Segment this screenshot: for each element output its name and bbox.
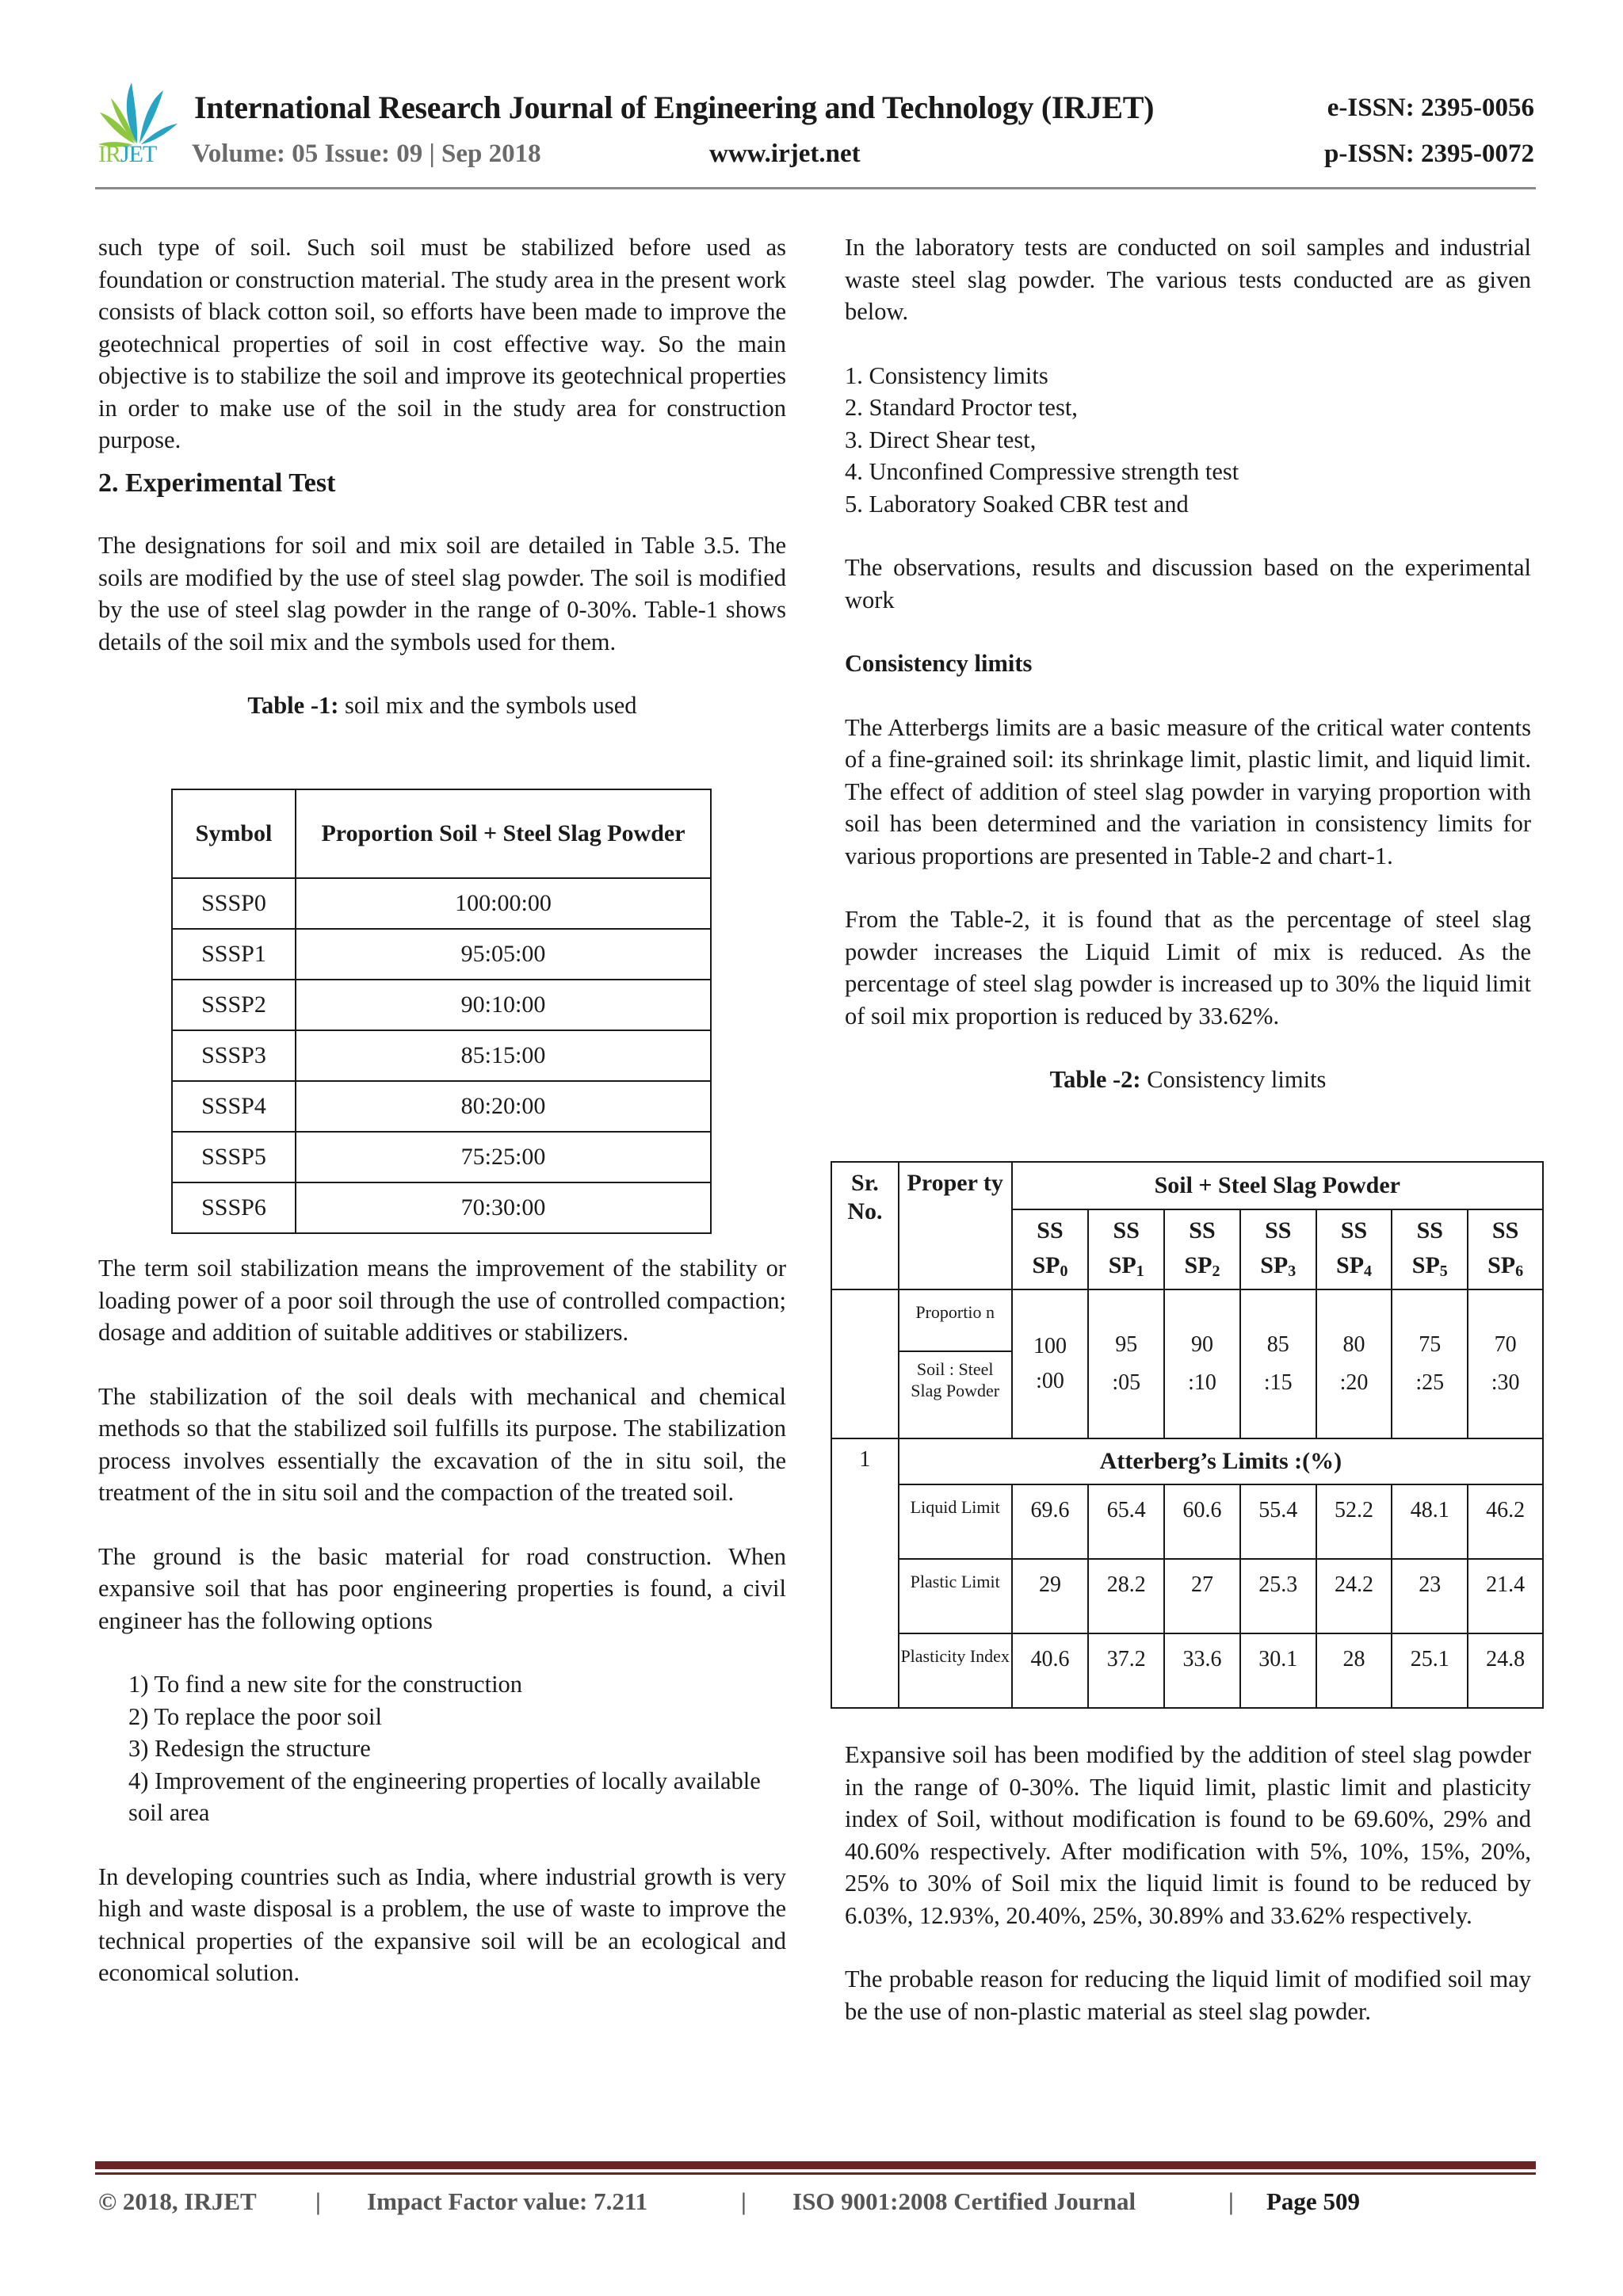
footer-copyright: © 2018, IRJET [98,2187,257,2215]
table1-proportion: 90:10:00 [296,980,711,1030]
table2-proportion-value: 100 :00 [1012,1289,1089,1438]
table-row [172,1030,711,1081]
list-item: 2) To replace the poor soil [128,1702,382,1730]
table2-cell: 65.4 [1088,1484,1164,1559]
table2-srno: 1 [831,1438,899,1708]
table-row [831,1633,1543,1708]
table2-row-label: Liquid Limit [899,1484,1012,1559]
table1-caption-text: soil mix and the symbols used [338,692,637,719]
table2-intro-paragraph: From the Table-2, it is found that as the percentage of steel slag powder increases the Liquid Limit of mix is reduced. As the percentage of steel slag powder is increased up to 30% the liquid limit of soil mix proportion is reduced by 33.62%. [845,906,1531,1030]
footer-divider-thick [95,2161,1536,2169]
table2-cell: 30.1 [1240,1633,1316,1708]
table2-cell: 25.3 [1240,1559,1316,1633]
header-divider [95,187,1536,189]
table2-proportion-value: 95 :05 [1088,1289,1164,1438]
table1-symbol: SSSP3 [172,1030,296,1081]
table2-proportion-value: 75 :25 [1392,1289,1468,1438]
table2-col-sssp0: SS $SP_0$ [1012,1209,1089,1289]
table2-srno-header: Sr. No. [831,1162,899,1289]
logo-text-jet: JET [120,141,157,167]
table2-caption-text: Consistency limits [1140,1066,1327,1093]
table2-proportion-value: 70 :30 [1468,1289,1543,1438]
table-row [831,1484,1543,1559]
table2-col-sssp1: SS $SP_1$ [1088,1209,1164,1289]
table2-cell: 55.4 [1240,1484,1316,1559]
table-1 [171,789,712,1234]
table2-cell: 69.6 [1012,1484,1089,1559]
left-column-lower [98,1252,786,1989]
footer-separator: | [1228,2187,1234,2215]
table2-cell: 37.2 [1088,1633,1164,1708]
ground-paragraph: The ground is the basic material for road construction. When expansive soil that has poor engineering properties is found, a civil engineer has the following options [98,1542,786,1634]
table2-cell: 28 [1316,1633,1392,1708]
table-row [172,1182,711,1233]
atterberg-paragraph: The Atterbergs limits are a basic measure of the critical water contents of a fine-grained soil: its shrinkage limit, plastic limit, and liquid limit. The effect of addition of steel slag powder in varying proportion with soil has been determined and the variation in consistency limits for various proportions are presented in Table-2 and chart-1. [845,713,1531,869]
footer-impact-factor: Impact Factor value: 7.211 [367,2187,648,2215]
list-item: 4) Improvement of the engineering properties of locally available soil area [128,1767,761,1826]
table2-cell: 29 [1012,1559,1089,1633]
table2-caption-label: Table -2: [1049,1066,1141,1093]
table-2 [831,1161,1544,1709]
mechanical-paragraph: The stabilization of the soil deals with mechanical and chemical methods so that the stabilized soil fulfills its purpose. The stabilization process involves essentially the excavation of the in situ soil, the treatment of the in situ soil and the compaction of the treated soil. [98,1382,786,1506]
observations-paragraph: The observations, results and discussion based on the experimental work [845,554,1531,613]
table2-group-header: Soil + Steel Slag Powder [1012,1162,1543,1209]
developing-paragraph: In developing countries such as India, where industrial growth is very high and waste disposal is a problem, the use of waste to improve the technical properties of the expansive soil will be an ecological and economical solution. [98,1862,786,1986]
table-row [172,980,711,1030]
logo-text-ir: IR [98,141,120,167]
table2-cell: 48.1 [1392,1484,1468,1559]
table-row [172,1081,711,1132]
table-row [172,1132,711,1182]
table1-header-symbol: Symbol [172,789,296,878]
list-item: 4. Unconfined Compressive strength test [845,458,1239,485]
table2-cell: 33.6 [1164,1633,1240,1708]
table-row [172,878,711,929]
table1-proportion: 70:30:00 [296,1182,711,1233]
table1-caption-label: Table -1: [247,692,339,719]
table1-caption [98,690,786,722]
table2-header-row [831,1162,1543,1209]
options-list [98,1668,786,1829]
e-issn: e-ISSN: 2395-0056 [1327,94,1534,122]
list-item: 3. Direct Shear test, [845,426,1037,453]
table2-cell: 27 [1164,1559,1240,1633]
reason-paragraph: The probable reason for reducing the liquid limit of modified soil may be the use of non-plastic material as steel slag powder. [845,1966,1531,2025]
logo-wordmark [98,141,156,168]
table2-cell: 40.6 [1012,1633,1089,1708]
table1-symbol: SSSP1 [172,929,296,980]
list-item: 2. Standard Proctor test, [845,394,1078,421]
website-link[interactable]: www.irjet.net [709,139,861,168]
left-column [98,231,786,722]
p-issn: p-ISSN: 2395-0072 [1324,139,1534,168]
tests-list [845,360,1531,521]
table2-cell: 52.2 [1316,1484,1392,1559]
volume-issue: Volume: 05 Issue: 09 | Sep 2018 [192,139,541,168]
table2-cell: 28.2 [1088,1559,1164,1633]
right-column-lower [845,1739,1531,2027]
table2-proportion-label: Proportio n [899,1289,1012,1351]
table1-symbol: SSSP0 [172,878,296,929]
footer-divider-thin [95,2172,1536,2175]
list-item: 1) To find a new site for the construction [128,1671,523,1698]
table1-header-row [172,789,711,878]
table2-section-row [831,1438,1543,1484]
list-item: 5. Laboratory Soaked CBR test and [845,490,1189,518]
footer-separator: | [315,2187,321,2215]
table2-cell: 23 [1392,1559,1468,1633]
table1-header-proportion: Proportion Soil + Steel Slag Powder [296,789,711,878]
table2-cell: 25.1 [1392,1633,1468,1708]
table1-symbol: SSSP4 [172,1081,296,1132]
table2-cell: 21.4 [1468,1559,1543,1633]
table2-section-label: Atterberg’s Limits :(%) [899,1438,1543,1484]
lab-paragraph: In the laboratory tests are conducted on soil samples and industrial waste steel slag powder. The various tests conducted are as given below. [845,234,1531,325]
table2-col-sssp5: SS $SP_5$ [1392,1209,1468,1289]
table-row [172,929,711,980]
list-item: 3) Redesign the structure [128,1735,371,1762]
footer-separator: | [741,2187,747,2215]
table1-symbol: SSSP6 [172,1182,296,1233]
consistency-subheading: Consistency limits [845,650,1033,677]
table2-cell: 60.6 [1164,1484,1240,1559]
table1-symbol: SSSP5 [172,1132,296,1182]
table2-cell: 24.8 [1468,1633,1543,1708]
table2-col-sssp4: SS $SP_4$ [1316,1209,1392,1289]
table2-proportion-row [831,1289,1543,1351]
table2-proportion-value: 85 :15 [1240,1289,1316,1438]
stabilization-paragraph: The term soil stabilization means the improvement of the stability or loading power of a poor soil through the use of controlled compaction; dosage and addition of suitable additives or stabilizers. [98,1255,786,1346]
list-item: 1. Consistency limits [845,361,1048,389]
table1-proportion: 75:25:00 [296,1132,711,1182]
table2-caption [845,1064,1531,1096]
table2-row-label: Plasticity Index [899,1633,1012,1708]
table1-proportion: 100:00:00 [296,878,711,929]
table2-cell: 46.2 [1468,1484,1543,1559]
table1-proportion: 95:05:00 [296,929,711,980]
footer-page-number: Page 509 [1266,2187,1360,2215]
table2-ratio-label: Soil : Steel Slag Powder [899,1351,1012,1438]
table-row [831,1559,1543,1633]
table1-proportion: 85:15:00 [296,1030,711,1081]
right-column [845,231,1531,1096]
footer-iso: ISO 9001:2008 Certified Journal [792,2187,1136,2215]
table2-empty-srno [831,1289,899,1438]
table2-col-sssp6: SS $SP_6$ [1468,1209,1543,1289]
table1-proportion: 80:20:00 [296,1081,711,1132]
table2-proportion-value: 90 :10 [1164,1289,1240,1438]
intro-paragraph: such type of soil. Such soil must be stabilized before used as foundation or construction material. The study area in the present work consists of black cotton soil, so efforts have been made to improve the geotechnical properties of soil in cost effective way. So the main objective is to stabilize the soil and improve its geotechnical properties in order to make use of the soil in the study area for construction purpose. [98,234,786,453]
table2-proportion-value: 80 :20 [1316,1289,1392,1438]
section-heading: 2. Experimental Test [98,468,336,498]
table2-col-sssp2: SS $SP_2$ [1164,1209,1240,1289]
table2-col-sssp3: SS $SP_3$ [1240,1209,1316,1289]
designations-paragraph: The designations for soil and mix soil are detailed in Table 3.5. The soils are modified by the use of steel slag powder. The soil is modified by the use of steel slag powder in the range of 0-30%. Table-1 shows details of the soil mix and the symbols used for them. [98,532,786,655]
journal-title: International Research Journal of Engineering and Technology (IRJET) [194,90,1155,125]
expansive-paragraph: Expansive soil has been modified by the addition of steel slag powder in the range of 0-30%. The liquid limit, plastic limit and plasticity index of Soil, without modification is found to be 69.60%, 29% and 40.60% respectively. After modification with 5%, 10%, 15%, 20%, 25% to 30% of Soil mix the liquid limit is found to be reduced by 6.03%, 12.93%, 20.40%, 25%, 30.89% and 33.62% respectively. [845,1741,1531,1929]
table1-symbol: SSSP2 [172,980,296,1030]
table2-property-header: Proper ty [899,1162,1012,1289]
table2-row-label: Plastic Limit [899,1559,1012,1633]
table2-cell: 24.2 [1316,1559,1392,1633]
